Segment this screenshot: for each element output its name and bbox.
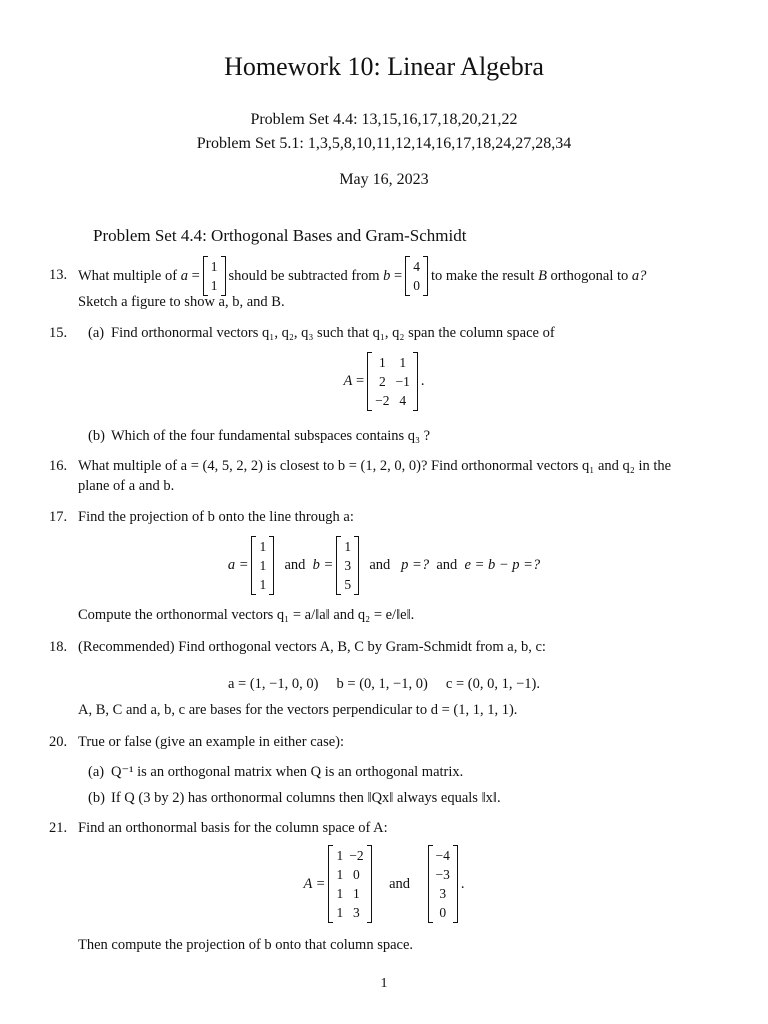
vector-entry: 1 [259,539,267,554]
text: should be subtracted from [228,267,380,284]
matrix-entry: 1 [353,886,360,901]
subpart-b-text: Which of the four fundamental subspaces contains q₃ ? [111,428,431,444]
subpart-a-text: Find orthonormal vectors q₁, q₂, q₃ such that q₁, q₂ span the column space of [111,325,555,341]
period: . [460,875,465,892]
problem-number: 20. [49,734,68,750]
problem-line: Find an orthonormal basis for the column space of A: [78,820,388,836]
var-a: a? [631,267,647,284]
problem-line: Find the projection of b onto the line through a: [78,509,354,525]
vector-entry: 1 [210,278,218,293]
vector-entry: −4 [435,848,450,863]
matrix-entry: −1 [395,374,410,389]
var-A: A = [303,875,326,892]
matrix-A [328,845,371,923]
var-p: p =? [401,557,430,573]
vector-entry: 3 [344,558,352,573]
document-date: May 16, 2023 [339,171,429,188]
var-b: b = [312,557,334,573]
var-a: a [180,267,188,284]
problem-number: 13. [49,267,68,283]
vector-entry: 1 [259,577,267,592]
problem-number: 15. [49,325,68,341]
vector-entry: 1 [210,259,218,274]
equals: = [394,267,403,284]
text: orthogonal to [550,267,629,284]
subpart-a-text: Q⁻¹ is an orthogonal matrix when Q is an orthogonal matrix. [111,764,464,780]
subpart-b-label: (b) [88,428,105,444]
subpart-b-label: (b) [88,790,105,806]
subpart-a-label: (a) [88,325,105,341]
equals: = [355,373,365,389]
matrix-entry: 1 [378,355,386,370]
problem-line: A, B, C and a, b, c are bases for the vectors perpendicular to d = (1, 1, 1, 1). [78,702,518,718]
page-number: 1 [380,976,388,991]
text: and [389,875,411,892]
vector-b [405,256,428,296]
problem-line: (Recommended) Find orthogonal vectors A, B, C by Gram-Schmidt from a, b, c: [78,639,546,655]
problem-number: 18. [49,639,68,655]
var-a: a = [227,557,249,573]
var-B: B [538,267,547,284]
vector-a [203,256,226,296]
matrix-entry: 0 [353,867,360,882]
matrix-entry: 4 [399,393,407,408]
problem-set-4-4-list: Problem Set 4.4: 13,15,16,17,18,20,21,22 [250,111,518,128]
matrix-entry: 1 [336,848,344,863]
matrix-entry: 1 [336,867,344,882]
var-e: e = b − p =? [464,557,541,573]
problem-number: 16. [49,458,68,474]
matrix-entry: 1 [336,886,344,901]
text: to make the result [430,267,535,284]
vector-entry: 1 [344,539,352,554]
problem-set-5-1-list: Problem Set 5.1: 1,3,5,8,10,11,12,14,16,17,18,24,27,28,34 [196,135,572,152]
matrix-entry: −2 [375,393,390,408]
matrix-entry: 2 [378,374,386,389]
period: . [420,373,425,389]
var-A: A [343,373,353,389]
matrix-entry: 1 [336,905,344,920]
problem-line: Compute the orthonormal vectors q₁ = a/‖a‖ and q₂ = e/‖e‖. [78,607,415,623]
vector-entry: 5 [344,577,352,592]
problem-line: True or false (give an example in either case): [78,734,344,750]
problem-line: Then compute the projection of b onto that column space. [78,937,414,953]
text: What multiple of [78,267,178,284]
vector-b [336,536,359,595]
problem-line: Sketch a figure to show a, b, and B. [78,294,285,310]
text: and [436,557,458,573]
var-b: b [383,267,391,284]
vector-entry: 0 [439,905,447,920]
vector-entry: 4 [413,259,420,274]
subpart-b-text: If Q (3 by 2) has orthonormal columns then ‖Qx‖ always equals ‖x‖. [111,790,501,806]
matrix-A [367,352,418,411]
problem-line: plane of a and b. [78,478,175,494]
text: and [284,557,306,573]
vector-entry: 1 [259,558,267,573]
subpart-a-label: (a) [88,764,105,780]
problem-number: 17. [49,509,68,525]
matrix-entry: 3 [353,905,360,920]
section-heading: Problem Set 4.4: Orthogonal Bases and Gram-Schmidt [93,226,467,245]
matrix-entry: 1 [399,355,407,370]
problem-number: 21. [49,820,68,836]
matrix-entry: −2 [349,848,364,863]
equation: a = (1, −1, 0, 0) b = (0, 1, −1, 0) c = (0, 0, 1, −1). [227,676,541,692]
equals: = [191,267,200,284]
document-title: Homework 10: Linear Algebra [224,52,544,81]
problem-line: What multiple of a = (4, 5, 2, 2) is closest to b = (1, 2, 0, 0)? Find orthonormal vectors q₁ and q₂ in the [78,458,672,474]
text: and [369,557,391,573]
vector-b [428,845,458,923]
vector-a [251,536,274,595]
vector-entry: 0 [413,278,420,293]
vector-entry: −3 [435,867,450,882]
vector-entry: 3 [439,886,447,901]
